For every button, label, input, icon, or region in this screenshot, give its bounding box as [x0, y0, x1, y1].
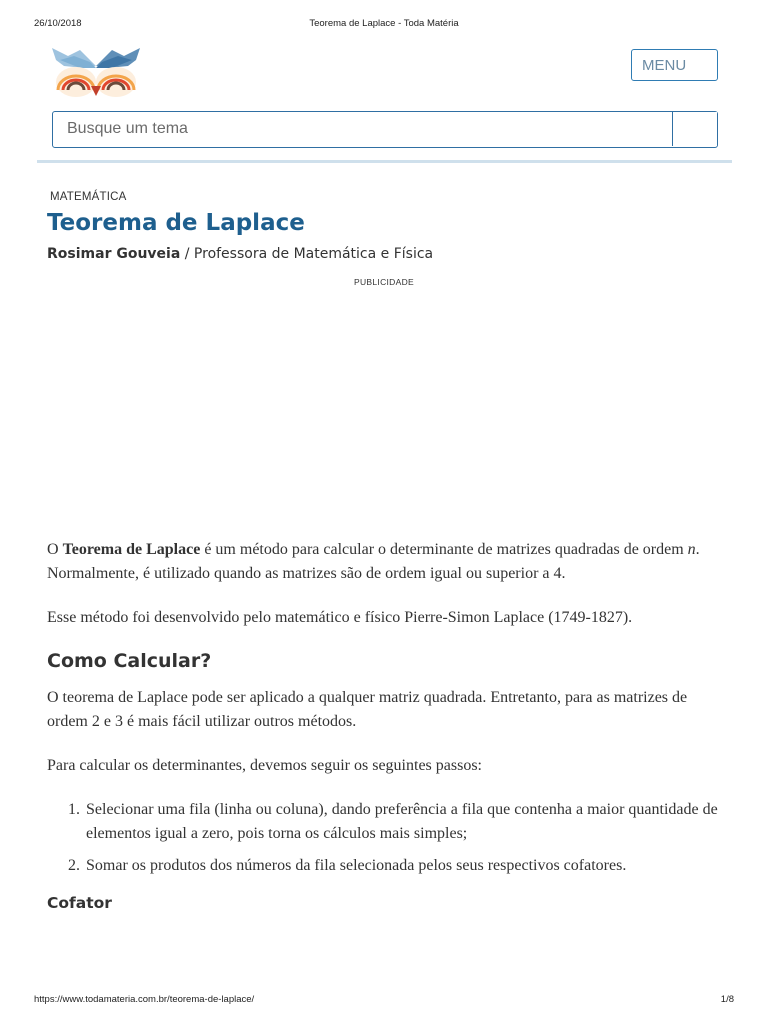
print-page-number: 1/8: [720, 994, 734, 1005]
header-divider: [37, 160, 732, 163]
article-content: [47, 538, 721, 912]
print-footer: [0, 994, 768, 1008]
section-paragraph-1: O teorema de Laplace pode ser aplicado a qualquer matriz quadrada. Entretanto, para as matrizes de ordem 2 e 3 é mais fácil utilizar outros métodos.: [47, 689, 688, 730]
section-heading: Como Calcular?: [47, 650, 212, 672]
intro-text-2: . Normalmente, é utilizado quando as matrizes são de ordem igual ou superior a 4.: [47, 541, 700, 582]
list-item-number: 2.: [68, 857, 80, 874]
subheading-cofator: Cofator: [47, 894, 112, 912]
author-role: Professora de Matemática e Física: [193, 246, 434, 262]
ad-slot: [47, 292, 721, 512]
section-paragraph-2: Para calcular os determinantes, devemos seguir os seguintes passos:: [47, 757, 482, 774]
list-item-number: 1.: [68, 801, 80, 818]
list-item-text: Somar os produtos dos números da fila selecionada pelos seus respectivos cofatores.: [86, 857, 627, 874]
list-item: [47, 854, 721, 878]
print-date: 26/10/2018: [34, 18, 82, 29]
intro-italic: n: [687, 541, 696, 558]
search-input[interactable]: [53, 112, 671, 146]
print-url: https://www.todamateria.com.br/teorema-de-laplace/: [34, 994, 255, 1005]
intro-bold-term: Teorema de Laplace: [62, 541, 201, 558]
search-bar: [52, 111, 718, 148]
history-paragraph: Esse método foi desenvolvido pelo matemático e físico Pierre-Simon Laplace (1749-1827).: [47, 609, 633, 626]
print-header: [0, 18, 768, 32]
author-link[interactable]: Rosimar Gouveia: [47, 246, 181, 262]
print-title: Teorema de Laplace - Toda Matéria: [309, 18, 459, 29]
list-item-text: Selecionar uma fila (linha ou coluna), dando preferência a fila que contenha a maior quantidade de elementos igual a zero, pois torna os cálculos mais simples;: [86, 801, 718, 842]
byline: [47, 246, 433, 262]
intro-lead: O: [47, 541, 63, 558]
intro-text-1: é um método para calcular o determinante de matrizes quadradas de ordem: [200, 541, 688, 558]
category-link[interactable]: MATEMÁTICA: [50, 191, 127, 203]
menu-button[interactable]: MENU: [631, 49, 718, 81]
page-title: Teorema de Laplace: [47, 210, 305, 236]
owl-logo-icon[interactable]: [50, 44, 142, 98]
byline-separator: /: [180, 246, 194, 262]
intro-paragraph: [47, 538, 721, 586]
ad-label: PUBLICIDADE: [354, 277, 414, 287]
search-button[interactable]: [672, 112, 717, 146]
steps-list: [47, 798, 721, 878]
list-item: [47, 798, 721, 846]
